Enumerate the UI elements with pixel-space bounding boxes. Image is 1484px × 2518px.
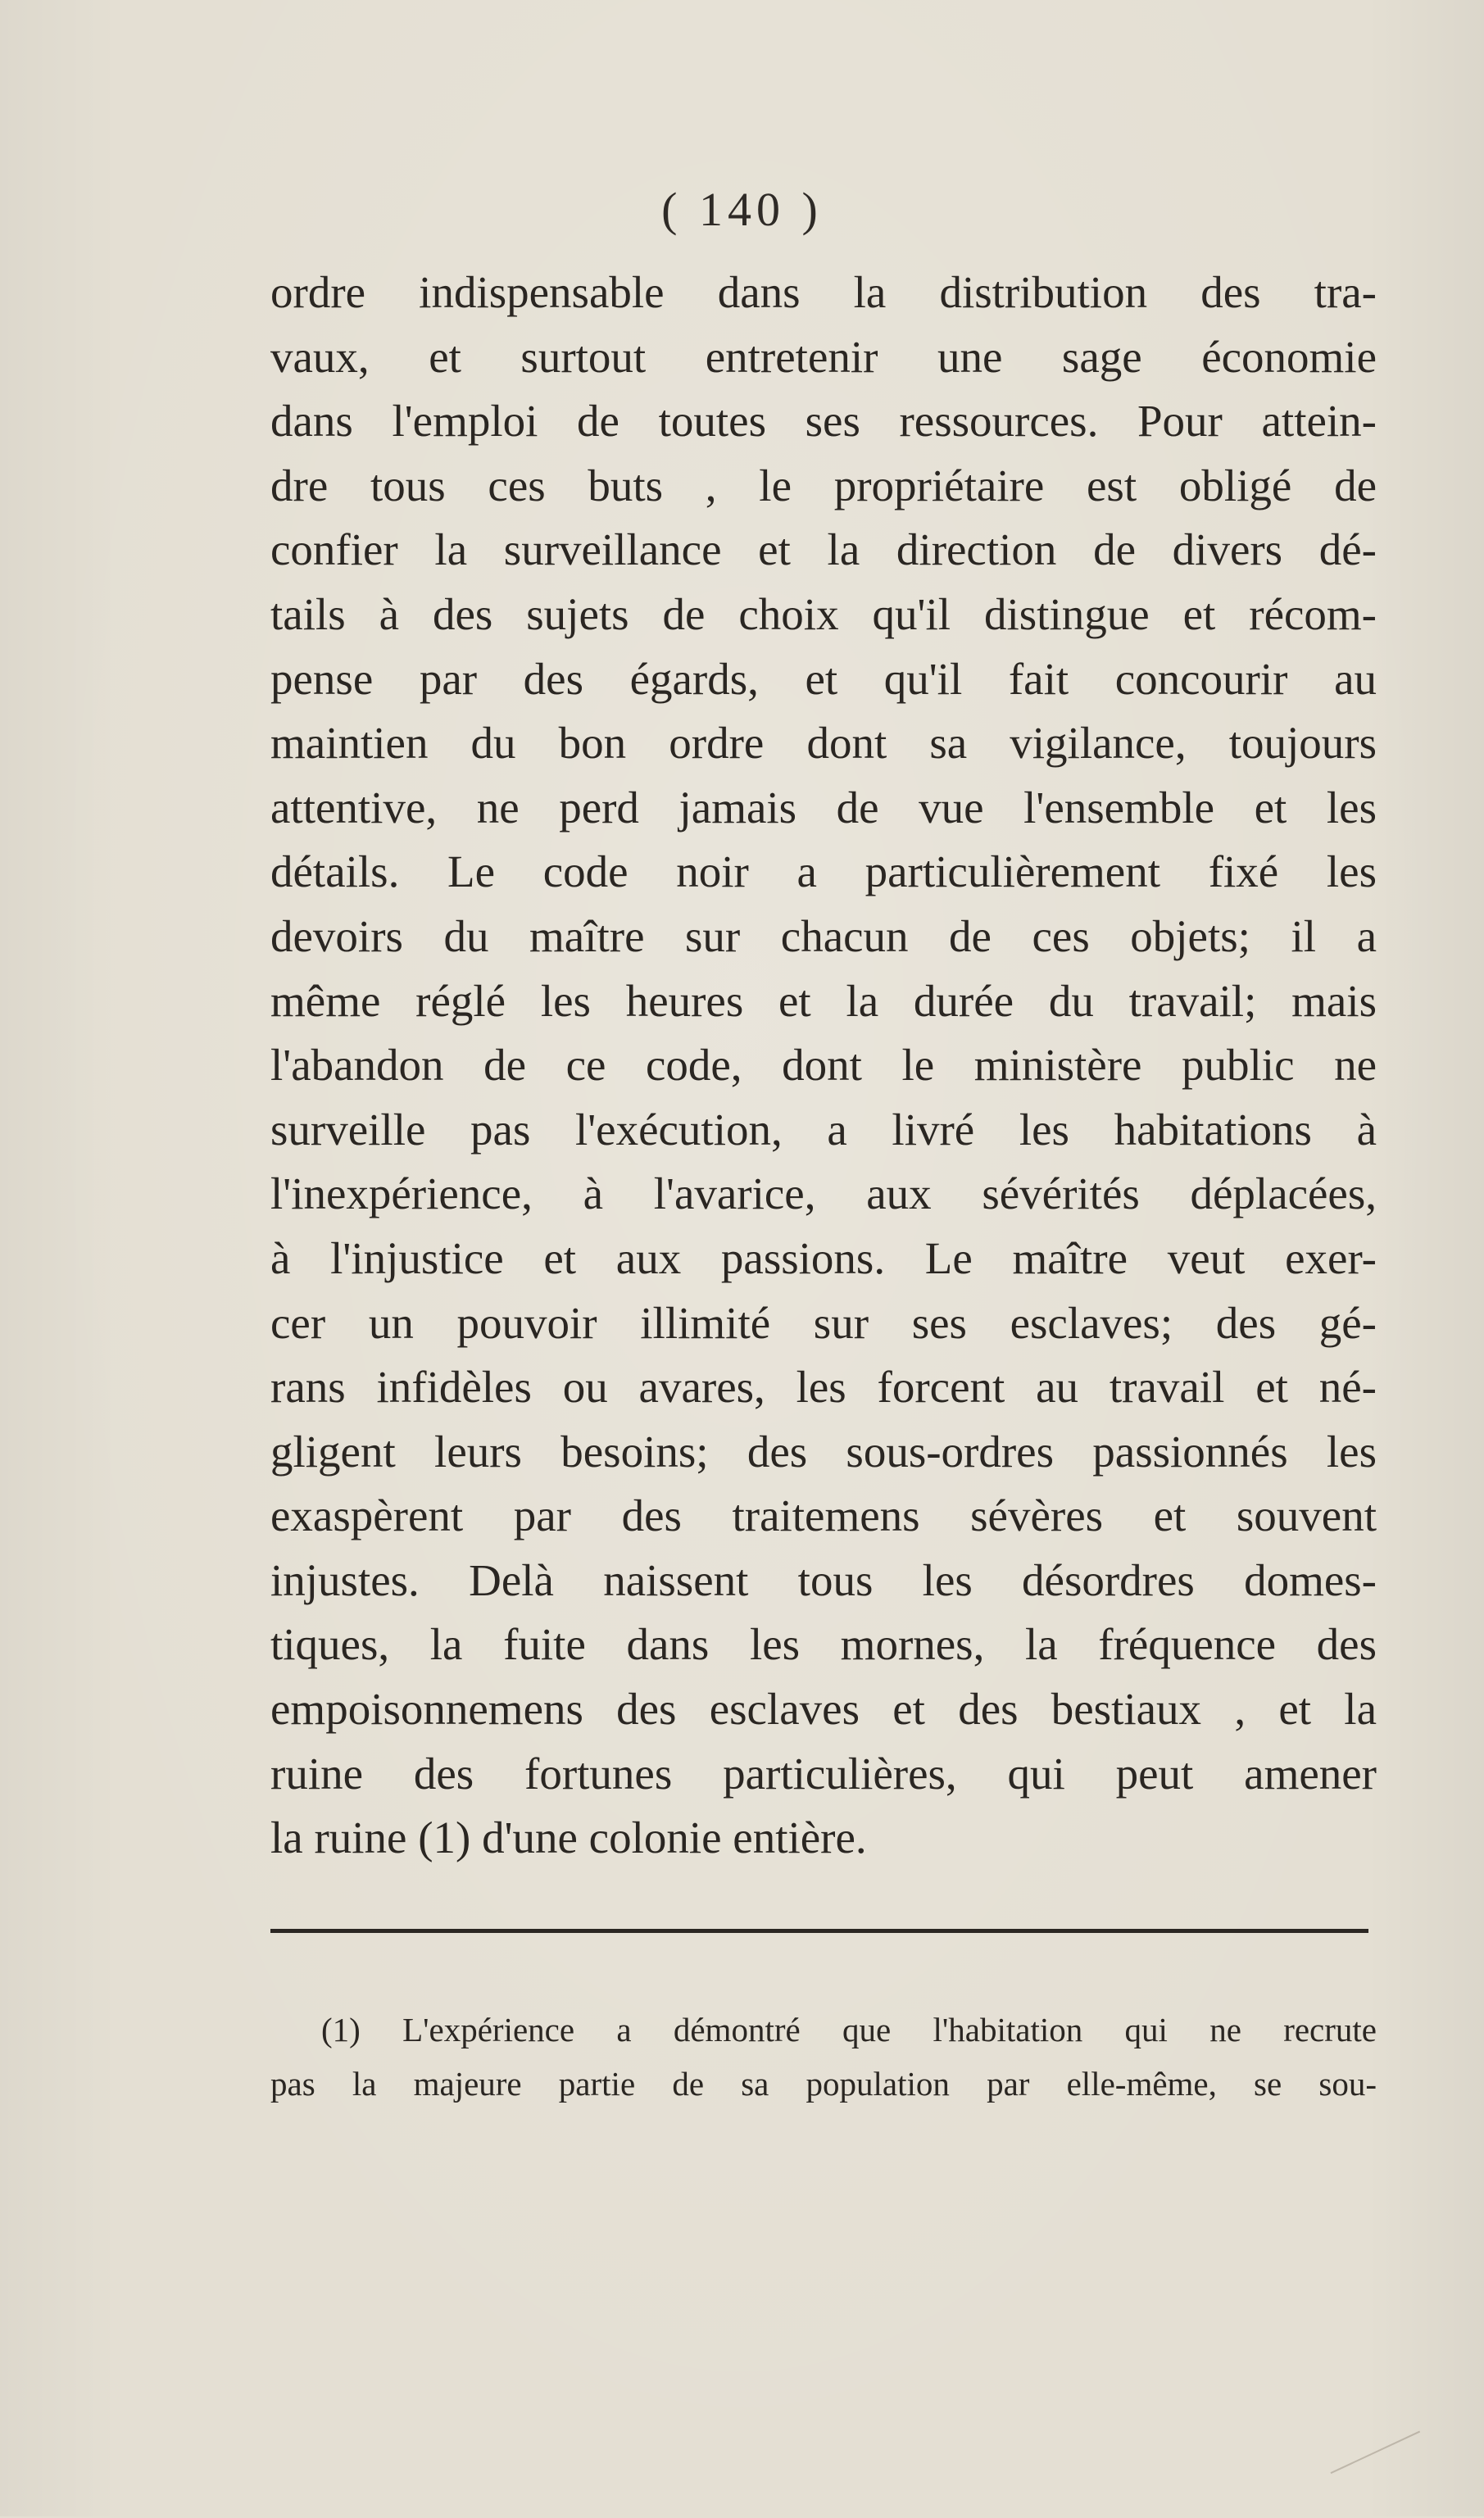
body-line: vaux, et surtout entretenir une sage économie [270, 331, 1377, 382]
body-line: injustes. Delà naissent tous les désordres domes- [270, 1554, 1377, 1605]
body-line: même réglé les heures et la durée du travail; mais [270, 975, 1377, 1026]
body-text [270, 261, 1377, 1871]
body-line: empoisonnemens des esclaves et des bestiaux , et la [270, 1684, 1377, 1735]
body-line: rans infidèles ou avares, les forcent au travail et né- [270, 1362, 1377, 1413]
body-line: cer un pouvoir illimité sur ses esclaves; des gé- [270, 1297, 1377, 1348]
body-line: dans l'emploi de toutes ses ressources. Pour attein- [270, 396, 1377, 447]
body-line: tiques, la fuite dans les mornes, la fréquence des [270, 1619, 1377, 1670]
body-line: l'inexpérience, à l'avarice, aux sévérités déplacées, [270, 1168, 1377, 1219]
paper-mark [1331, 2431, 1441, 2518]
body-line: exaspèrent par des traitemens sévères et souvent [270, 1490, 1377, 1541]
body-line: confier la surveillance et la direction de divers dé- [270, 524, 1377, 575]
footnote [270, 2003, 1377, 2111]
body-line: gligent leurs besoins; des sous-ordres passionnés les [270, 1426, 1377, 1477]
body-line: pense par des égards, et qu'il fait concourir au [270, 653, 1377, 704]
body-line: tails à des sujets de choix qu'il distingue et récom- [270, 588, 1377, 639]
body-line: maintien du bon ordre dont sa vigilance, toujours [270, 718, 1377, 769]
body-line: à l'injustice et aux passions. Le maître veut exer- [270, 1232, 1377, 1283]
footnote-line: (1) L'expérience a démontré que l'habitation qui ne recrute [321, 2011, 1377, 2048]
footnote-divider [270, 1929, 1368, 1933]
page-number: ( 140 ) [661, 183, 823, 236]
body-line: l'abandon de ce code, dont le ministère public ne [270, 1040, 1377, 1091]
body-line: devoirs du maître sur chacun de ces objets; il a [270, 910, 1377, 961]
body-line: détails. Le code noir a particulièrement fixé les [270, 846, 1377, 897]
body-line: ruine des fortunes particulières, qui peut amener [270, 1748, 1377, 1799]
body-line: surveille pas l'exécution, a livré les habitations à [270, 1104, 1377, 1155]
footnote-line: pas la majeure partie de sa population par elle-même, se sou- [270, 2065, 1377, 2103]
body-line: ordre indispensable dans la distribution des tra- [270, 267, 1377, 317]
body-line: attentive, ne perd jamais de vue l'ensemble et les [270, 782, 1377, 833]
body-line: dre tous ces buts , le propriétaire est obligé de [270, 460, 1377, 510]
body-line-last: la ruine (1) d'une colonie entière. [270, 1813, 867, 1863]
